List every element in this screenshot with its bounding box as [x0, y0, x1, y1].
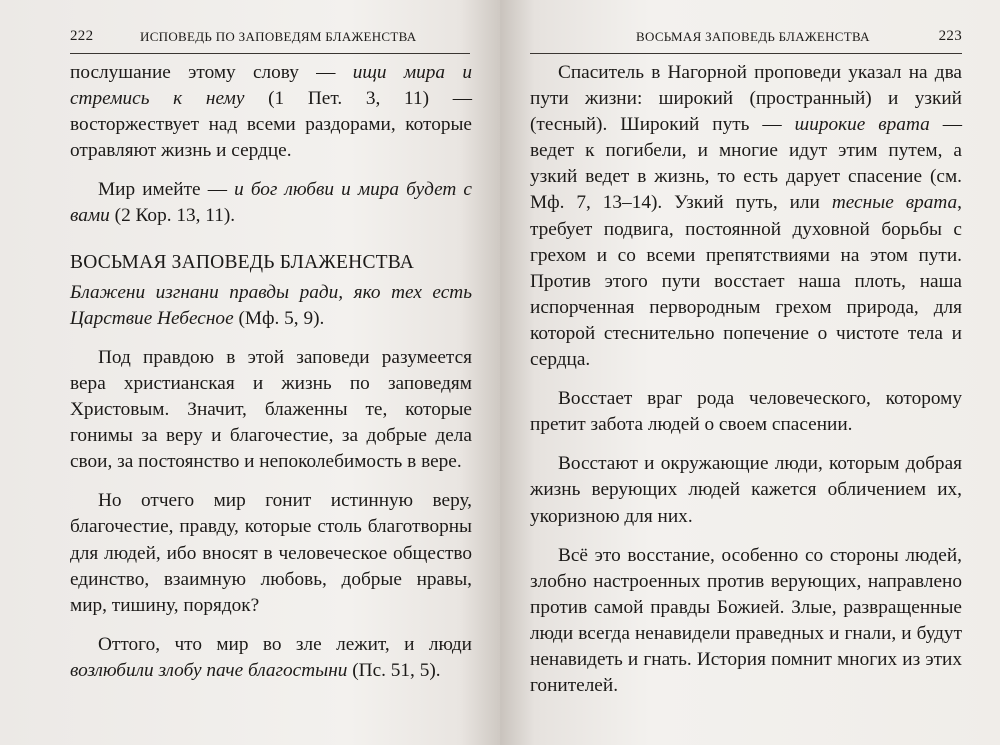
left-p5-text-a: Оттого, что мир во зле лежит, и люди — [98, 633, 472, 655]
right-page-header — [530, 28, 962, 50]
left-paragraph-5 — [70, 632, 472, 684]
right-header-rule — [530, 53, 962, 54]
left-p2-text-c: (2 Кор. 13, 11). — [109, 205, 236, 227]
left-p2-quote: и бог любви и мира будет с вами — [70, 179, 472, 227]
right-paragraph-1 — [530, 60, 962, 373]
beatitude-quote — [70, 280, 472, 332]
right-p1-italic-1: широкие врата — [794, 114, 930, 136]
left-paragraph-2 — [70, 177, 472, 229]
beatitude-text: Блажени изгнани правды ради, яко тех есть Царствие Небесное — [70, 281, 472, 329]
right-page-text — [530, 60, 962, 712]
left-paragraph-4: Но отчего мир гонит истинную веру, благочестие, правду, которые столь благотворны для людей, ибо вносят в человеческое общество единство, взаимную любовь, добрые нравы, мир, тишину, порядок? — [70, 490, 472, 616]
right-page — [500, 0, 1000, 745]
left-page-header — [70, 28, 470, 50]
right-paragraph-2: Восстает враг рода человеческого, которому претит забота людей о своем спасении. — [530, 388, 962, 436]
left-paragraph-1 — [70, 60, 472, 164]
right-p1-text-a: Спаситель в Нагорной проповеди указал на два пути жизни: широкий (пространный) и узкий (тесный). Широкий путь — — [530, 62, 962, 136]
left-paragraph-3: Под правдою в этой заповеди разумеется вера христианская и жизнь по заповедям Христовым. Значит, блаженны те, которые гонимы за веру и благочестие, за добрые дела свои, за постоянство и непоколебимость в вере. — [70, 346, 472, 473]
left-header-rule — [70, 53, 470, 54]
right-p1-italic-2: тесные врата — [831, 192, 958, 214]
left-p5-quote: возлюбили злобу паче благостыни — [70, 659, 348, 681]
beatitude-reference: (Мф. 5, 9). — [233, 307, 325, 329]
left-p1-quote: ищи мира и стремись к нему — [70, 62, 472, 110]
right-running-title: ВОСЬМАЯ ЗАПОВЕДЬ БЛАЖЕНСТВА — [636, 29, 870, 44]
left-p2-text-a: Мир имейте — — [98, 179, 235, 201]
section-heading: ВОСЬМАЯ ЗАПОВЕДЬ БЛАЖЕНСТВА — [70, 251, 415, 273]
left-page-text — [70, 60, 472, 697]
right-paragraph-4: Всё это восстание, особенно со стороны людей, злобно настроенных против верующих, направлено против самой правды Божией. Злые, развращенные люди всегда ненавидели праведных и гнали, и будут ненавидеть и гнать. История помнит многих из этих гонителей. — [530, 544, 962, 697]
left-running-title: ИСПОВЕДЬ ПО ЗАПОВЕДЯМ БЛАЖЕНСТВА — [140, 29, 417, 44]
right-paragraph-3: Восстают и окружающие люди, которым добрая жизнь верующих людей кажется обличением их, укоризною для них. — [530, 453, 962, 527]
left-page-number: 222 — [70, 28, 94, 44]
right-p1-text-c: — ведет к погибели, и многие идут этим путем, а узкий ведет в жизнь, то есть дарует спасение (см. Мф. 7, 13–14). Узкий путь, или — [530, 114, 962, 214]
left-p1-text-a: послушание этому слову — — [70, 62, 353, 83]
right-p1-text-e: , требует подвига, постоянной духовной борьбы с грехом и со всеми препятствиями на этом пути. Против этого пути восстает наша плоть, наша испорченная первородным грехом природа, для которой стеснительно попечение о чистоте тела и сердца. — [530, 192, 962, 371]
right-page-number: 223 — [938, 28, 962, 44]
left-p1-text-c: (1 Пет. 3, 11) — восторжествует над всеми раздорами, которые отравляют жизнь и сердце. — [70, 88, 472, 162]
left-p5-text-c: (Пс. 51, 5). — [347, 659, 441, 681]
